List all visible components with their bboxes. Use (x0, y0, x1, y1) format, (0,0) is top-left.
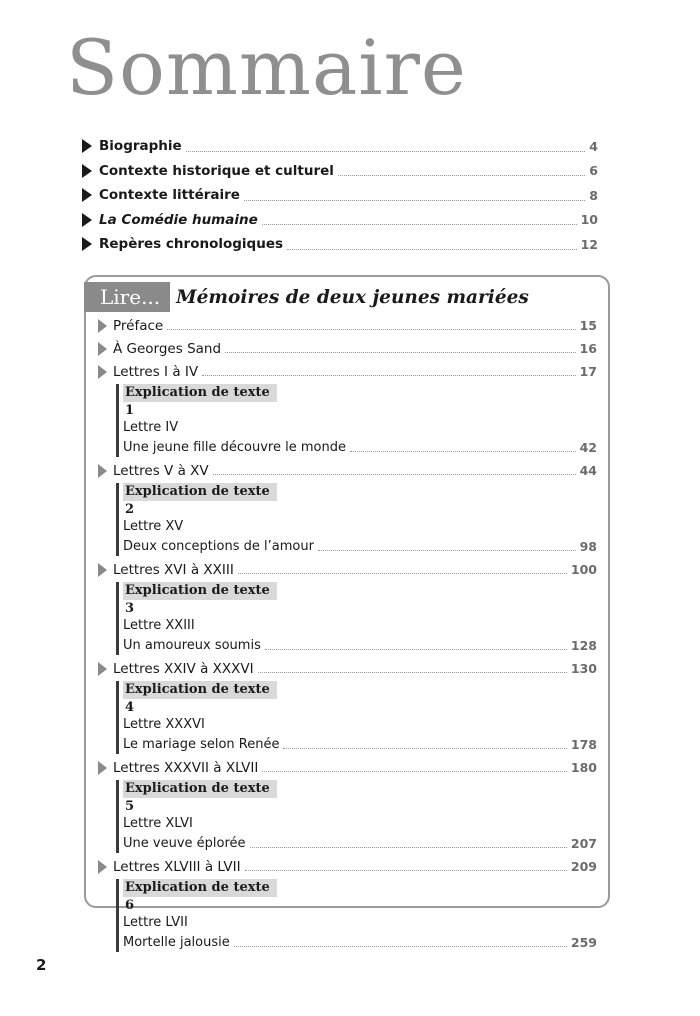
leader-dots (167, 329, 575, 330)
toc-item-page: 180 (570, 760, 597, 775)
explication-subject-row[interactable] (123, 933, 597, 953)
toc-item-page: 100 (570, 562, 597, 577)
toc-item-page: 130 (570, 661, 597, 676)
explication-block (116, 483, 597, 556)
triangle-bullet-icon (98, 860, 107, 874)
toc-item-reperes[interactable] (82, 232, 598, 257)
toc-item-label: Lettres XXXVII à XLVII (113, 759, 259, 776)
explication-subject: Un amoureux soumis (123, 637, 261, 653)
explication-subject-row[interactable] (123, 735, 597, 755)
toc-item-label: Lettres XXIV à XXXVI (113, 660, 254, 677)
explication-block (116, 681, 597, 754)
explication-page: 98 (579, 538, 597, 554)
toc-item-label: Contexte littéraire (99, 187, 240, 204)
toc-item-page: 209 (570, 859, 597, 874)
explication-page: 128 (570, 637, 597, 653)
toc-item-section[interactable] (98, 855, 597, 878)
leader-dots (265, 649, 567, 650)
toc-item-label: À Georges Sand (113, 340, 222, 357)
explication-block (116, 582, 597, 655)
explication-page: 207 (570, 835, 597, 851)
explication-block (116, 384, 597, 457)
explication-page: 178 (570, 736, 597, 752)
letter-label: Lettre LVII (123, 915, 188, 931)
leader-dots (262, 771, 567, 772)
toc-item-section[interactable] (98, 558, 597, 581)
explication-letter (123, 715, 597, 735)
page-title: Sommaire (66, 23, 467, 112)
lire-header (84, 282, 529, 312)
explication-letter (123, 616, 597, 636)
toc-item-biographie[interactable] (82, 134, 598, 159)
toc-item-page: 17 (579, 364, 597, 379)
toc-item-contexte-historique[interactable] (82, 159, 598, 184)
leader-dots (186, 151, 586, 152)
triangle-bullet-icon (82, 213, 92, 227)
triangle-bullet-icon (98, 342, 107, 356)
toc-item-section[interactable] (98, 657, 597, 680)
toc-item-preface[interactable] (98, 314, 597, 337)
leader-dots (338, 175, 585, 176)
explication-subject: Une jeune fille découvre le monde (123, 439, 346, 455)
triangle-bullet-icon (98, 365, 107, 379)
leader-dots (202, 375, 575, 376)
triangle-bullet-icon (82, 139, 92, 153)
toc-item-page: 15 (579, 318, 597, 333)
explication-block (116, 879, 597, 952)
letter-label: Lettre XV (123, 519, 184, 535)
top-contents-list (82, 134, 598, 257)
triangle-bullet-icon (98, 319, 107, 333)
toc-item-label: La Comédie humaine (99, 211, 258, 228)
explication-subject-row[interactable] (123, 537, 597, 557)
leader-dots (245, 870, 567, 871)
leader-dots (318, 550, 576, 551)
leader-dots (238, 573, 567, 574)
leader-dots (262, 224, 577, 225)
toc-item-label: Contexte historique et culturel (99, 162, 334, 179)
triangle-bullet-icon (98, 464, 107, 478)
toc-item-section[interactable] (98, 756, 597, 779)
work-title: Mémoires de deux jeunes mariées (176, 286, 529, 308)
explication-heading: Explication de texte 2 (123, 483, 277, 501)
explication-heading: Explication de texte 6 (123, 879, 277, 897)
leader-dots (244, 200, 585, 201)
explication-letter (123, 814, 597, 834)
toc-item-section[interactable] (98, 459, 597, 482)
letter-label: Lettre XXIII (123, 618, 195, 634)
triangle-bullet-icon (82, 164, 92, 178)
explication-subject-row[interactable] (123, 834, 597, 854)
explication-heading: Explication de texte 4 (123, 681, 277, 699)
leader-dots (258, 672, 567, 673)
toc-item-label: Lettres I à IV (113, 363, 199, 380)
page-number: 2 (36, 956, 47, 974)
toc-item-section[interactable] (98, 360, 597, 383)
leader-dots (234, 946, 567, 947)
letter-label: Lettre XXXVI (123, 717, 205, 733)
toc-item-page: 4 (589, 138, 598, 154)
explication-letter (123, 517, 597, 537)
explication-subject: Mortelle jalousie (123, 934, 230, 950)
explication-heading: Explication de texte 1 (123, 384, 277, 402)
leader-dots (283, 748, 566, 749)
triangle-bullet-icon (98, 761, 107, 775)
toc-item-page: 8 (589, 187, 598, 203)
leader-dots (225, 352, 576, 353)
toc-item-page: 44 (579, 463, 597, 478)
triangle-bullet-icon (98, 563, 107, 577)
leader-dots (350, 451, 576, 452)
toc-item-dedication[interactable] (98, 337, 597, 360)
triangle-bullet-icon (98, 662, 107, 676)
explication-letter (123, 913, 597, 933)
leader-dots (250, 847, 567, 848)
leader-dots (213, 474, 576, 475)
explication-letter (123, 418, 597, 438)
toc-item-label: Lettres V à XV (113, 462, 209, 479)
triangle-bullet-icon (82, 237, 92, 251)
explication-subject-row[interactable] (123, 636, 597, 656)
explication-page: 42 (579, 439, 597, 455)
explication-subject: Une veuve éplorée (123, 835, 246, 851)
toc-item-label: Préface (113, 317, 164, 334)
lire-contents (98, 314, 597, 954)
explication-heading: Explication de texte 3 (123, 582, 277, 600)
toc-item-label: Lettres XVI à XXIII (113, 561, 234, 578)
toc-item-comedie-humaine[interactable] (82, 208, 598, 233)
explication-block (116, 780, 597, 853)
toc-item-label: Biographie (99, 138, 182, 155)
toc-item-label: Lettres XLVIII à LVII (113, 858, 241, 875)
explication-heading: Explication de texte 5 (123, 780, 277, 798)
explication-subject-row[interactable] (123, 438, 597, 458)
letter-label: Lettre XLVI (123, 816, 193, 832)
explication-subject: Deux conceptions de l’amour (123, 538, 314, 554)
leader-dots (287, 249, 577, 250)
toc-item-page: 10 (580, 212, 598, 228)
explication-page: 259 (570, 934, 597, 950)
toc-item-contexte-litteraire[interactable] (82, 183, 598, 208)
toc-item-page: 12 (580, 236, 598, 252)
toc-item-page: 16 (579, 341, 597, 356)
triangle-bullet-icon (82, 188, 92, 202)
toc-item-page: 6 (589, 163, 598, 179)
letter-label: Lettre IV (123, 420, 179, 436)
explication-subject: Le mariage selon Renée (123, 736, 280, 752)
toc-item-label: Repères chronologiques (99, 236, 284, 253)
lire-tab: Lire... (84, 282, 170, 312)
